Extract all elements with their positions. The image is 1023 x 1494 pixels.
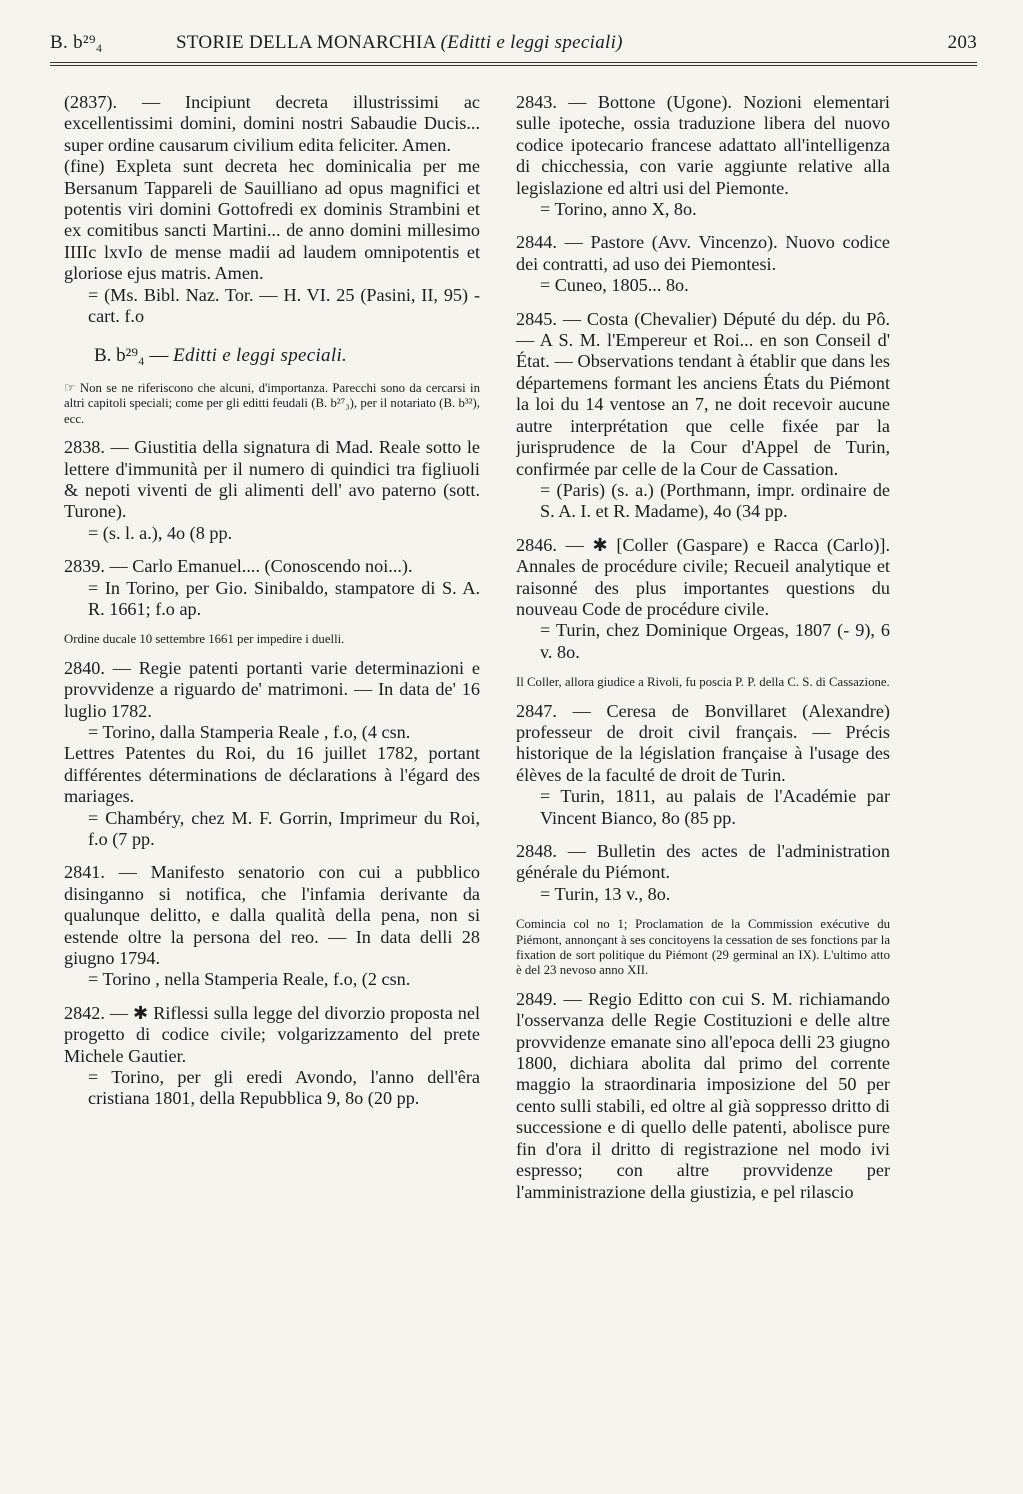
entry-text: 2848. — Bulletin des actes de l'administration générale du Piémont. bbox=[516, 841, 890, 883]
entry-text: 2841. — Manifesto senatorio con cui a pubblico disinganno si notifica, che l'infamia derivante da qualunque delitto, e dalla qualità della pena, non si estende oltre la persona del reo. — In data delli 28 giugno 1794. bbox=[64, 862, 480, 969]
entry-note: Il Coller, allora giudice a Rivoli, fu poscia P. P. della C. S. di Cassazione. bbox=[516, 675, 890, 690]
entry-2847 bbox=[516, 701, 890, 829]
entry-text: (2837). — Incipiunt decreta illustrissimi ac excellentissimi domini, domini nostri Sabaudie Ducis... super ordine causarum civilium edita feliciter. Amen. bbox=[64, 92, 480, 155]
imprint: = Turin, 1811, au palais de l'Académie par Vincent Bianco, 8o (85 pp. bbox=[540, 786, 890, 828]
section-subheading bbox=[94, 345, 480, 366]
subheading-title: Editti e leggi speciali. bbox=[173, 345, 348, 367]
page-header bbox=[50, 32, 977, 66]
imprint: = (Ms. Bibl. Naz. Tor. — H. VI. 25 (Pasini, II, 95) - cart. f.o bbox=[88, 284, 480, 327]
imprint: = Cuneo, 1805... 8o. bbox=[540, 275, 689, 296]
entry-2839 bbox=[64, 556, 480, 620]
entry-2848 bbox=[516, 841, 890, 905]
entry-2845 bbox=[516, 309, 890, 523]
section-note: ☞ Non se ne riferiscono che alcuni, d'importanza. Parecchi sono da cercarsi in altri capitoli speciali; come per gli editti feudali (B. b²⁷₃), per il notariato (B. b³²), ecc. bbox=[64, 380, 480, 426]
entry-note: Ordine ducale 10 settembre 1661 per impedire i duelli. bbox=[64, 632, 345, 647]
entry-text: 2840. — Regie patenti portanti varie determinazioni e provvidenze a riguardo de' matrimoni. — In data de' 16 luglio 1782. bbox=[64, 657, 480, 721]
page-number: 203 bbox=[947, 32, 977, 53]
entry-text: 2842. — ✱ Riflessi sulla legge del divorzio proposta nel progetto di codice civile; volgarizzamento del prete Michele Gautier. bbox=[64, 1002, 480, 1066]
imprint: = Torino , nella Stamperia Reale, f.o, (2 csn. bbox=[88, 969, 411, 990]
header-rule bbox=[50, 62, 977, 66]
subheading-code: B. b²⁹₄ — bbox=[94, 345, 169, 367]
entry-text: 2843. — Bottone (Ugone). Nozioni elementari sulle ipoteche, ossia traduzione libera del nuovo codice ipotecario francese adattato all'intelligenza di chicchessia, con varie aggiunte relative alla legislazione ed altri usi del Piemonte. bbox=[516, 92, 890, 198]
imprint: = Turin, chez Dominique Orgeas, 1807 (- 9), 6 v. 8o. bbox=[540, 620, 890, 662]
entry-text: 2847. — Ceresa de Bonvillaret (Alexandre) professeur de droit civil français. — Précis historique de la législation française à l'usage des élèves de la faculté de droit de Turin. bbox=[516, 700, 890, 785]
header-section-code: B. b²⁹₄ bbox=[50, 32, 103, 53]
imprint: = Chambéry, chez M. F. Gorrin, Imprimeur du Roi, f.o (7 pp. bbox=[88, 807, 480, 849]
entry-2842 bbox=[64, 1003, 480, 1110]
header-title-main: STORIE DELLA MONARCHIA bbox=[176, 32, 436, 53]
entry-note: Comincia col no 1; Proclamation de la Commission exécutive du Piémont, annonçant à ses concitoyens la cessation de ses fonctions par la fixation de sort politique du Piémont (29 germinal an IX). L'ultimo atto è del 23 nevoso anno XII. bbox=[516, 917, 890, 978]
imprint: = Turin, 13 v., 8o. bbox=[540, 883, 671, 904]
entry-text: Lettres Patentes du Roi, du 16 juillet 1782, portant différentes déterminations de déclarations à l'égard des mariages. bbox=[64, 743, 480, 807]
header-title bbox=[176, 32, 623, 54]
entry-2841 bbox=[64, 862, 480, 990]
entry-2844 bbox=[516, 232, 890, 296]
imprint: = Torino, dalla Stamperia Reale , f.o, (4 csn. bbox=[88, 721, 411, 742]
entry-text: 2845. — Costa (Chevalier) Député du dép. du Pô. — A S. M. l'Empereur et Roi... en son Conseil d' État. — Observations tendant à établir que dans les départemens formant les anciens États du Piémont la loi du 14 ventose an 7, ne doit recevoir aucune autre interprétation que celle fixée par la jurisprudence de la Cour d'Appel de Turin, confirmée par celle de la Cour de Cassation. bbox=[516, 308, 890, 479]
imprint: = (Paris) (s. a.) (Porthmann, impr. ordinaire de S. A. I. et R. Madame), 4o (34 pp. bbox=[540, 479, 890, 522]
header-title-italic: (Editti e leggi speciali) bbox=[440, 32, 623, 53]
entry-2840 bbox=[64, 658, 480, 851]
entry-2846 bbox=[516, 535, 890, 663]
entry-text: 2839. — Carlo Emanuel.... (Conoscendo noi...). bbox=[64, 556, 413, 577]
entry-text: (fine) Expleta sunt decreta hec dominicalia per me Bersanum Tappareli de Sauilliano ad opus magnifici et potentis viri domini Gottofredi ex dominis Strambini et ex comitibus sancti Martini... de anno domini millesimo IIIIc lxvIo de mense madii ad laudem omnipotentis et gloriose ejus matris. Amen. bbox=[64, 156, 480, 284]
entry-2838 bbox=[64, 437, 480, 544]
imprint: = In Torino, per Gio. Sinibaldo, stampatore di S. A. R. 1661; f.o ap. bbox=[88, 577, 480, 619]
entry-text: 2849. — Regio Editto con cui S. M. richiamando l'osservanza delle Regie Costituzioni e delle altre provvidenze emanate sino all'epoca delli 23 giugno 1800, dichiara abolita dal primo del corrente maggio la straordinaria imposizione del 50 per cento sulli stabili, ed oltre al già soppresso dritto di successione e di quello delle patenti, abolisce pure fin d'ora il dritto di registrazione nel modo ivi espresso; con altre provvidenze per l'amministrazione della giustizia, e pel rilascio bbox=[516, 988, 890, 1202]
imprint: = (s. l. a.), 4o (8 pp. bbox=[88, 522, 233, 543]
entry-2849 bbox=[516, 989, 890, 1203]
right-column bbox=[516, 92, 890, 1454]
imprint: = Torino, per gli eredi Avondo, l'anno dell'êra cristiana 1801, della Repubblica 9, 8o (20 pp. bbox=[88, 1067, 480, 1109]
entry-text: 2838. — Giustitia della signatura di Mad. Reale sotto le lettere d'immunità per il numero di quindici tra figliuoli & nepoti viventi de gli alimenti dell' avo paterno (sott. Turone). bbox=[64, 437, 480, 522]
left-column bbox=[64, 92, 480, 1454]
entry-2843 bbox=[516, 92, 890, 220]
imprint: = Torino, anno X, 8o. bbox=[540, 199, 697, 220]
entry-text: 2846. — ✱ [Coller (Gaspare) e Racca (Carlo)]. Annales de procédure civile; Recueil analytique et raisonné des plus importantes questions du nouveau Code de procédure civile. bbox=[516, 534, 890, 619]
entry-text: 2844. — Pastore (Avv. Vincenzo). Nuovo codice dei contratti, ad uso dei Piemontesi. bbox=[516, 232, 890, 274]
entry-2837 bbox=[64, 92, 480, 327]
